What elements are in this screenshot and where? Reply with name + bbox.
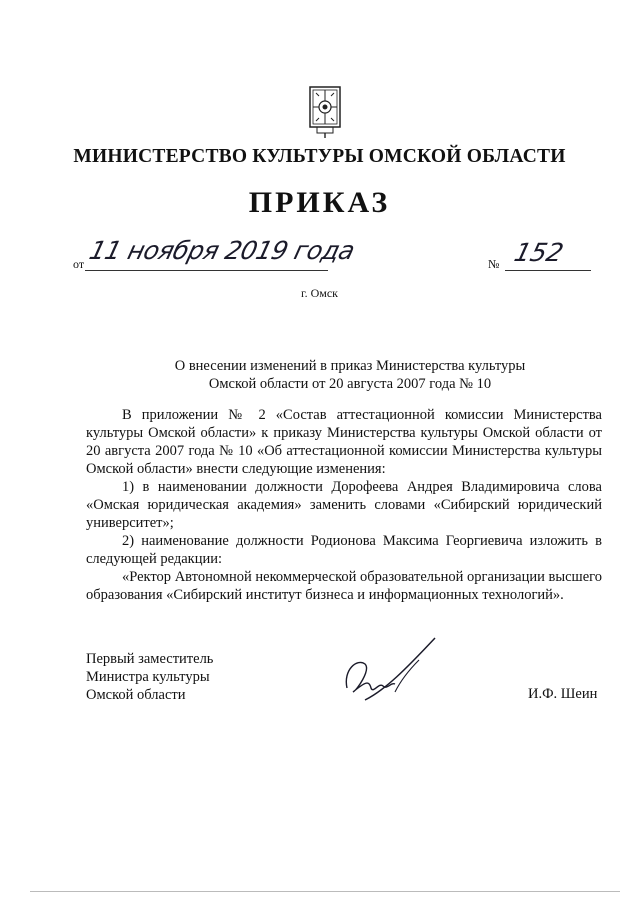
subject-line-2: Омской области от 20 августа 2007 года № 10 xyxy=(208,376,492,392)
order-subject xyxy=(140,357,560,393)
signer-position xyxy=(86,650,213,704)
number-label: № xyxy=(488,257,500,271)
signer-position-line-3: Омской области xyxy=(86,687,186,703)
body-paragraph-item-1: 1) в наименовании должности Дорофеева Андрея Владимировича слова «Омская юридическая академия» заменить словами «Сибирский юридический университет»; xyxy=(86,479,602,531)
order-body xyxy=(86,406,602,604)
body-paragraph-intro: В приложении № 2 «Состав аттестационной комиссии Министерства культуры Омской области» к приказу Министерства культуры Омской области от 20 августа 2007 года № 10 «Об аттестационной комиссии Министерства культуры Омской области» внести следующие изменения: xyxy=(86,407,602,477)
number-underline xyxy=(505,270,591,271)
date-prefix: от xyxy=(73,257,85,271)
coat-of-arms-emblem xyxy=(305,83,345,139)
handwritten-date: 11 ноября 2019 года xyxy=(86,236,358,265)
body-paragraph-item-2: 2) наименование должности Родионова Максима Георгиевича изложить в следующей редакции: xyxy=(86,533,602,567)
handwritten-signature xyxy=(335,630,445,710)
date-underline xyxy=(85,270,328,271)
city: г. Омск xyxy=(301,286,338,300)
handwritten-number: 152 xyxy=(511,238,567,267)
signer-position-line-1: Первый заместитель xyxy=(86,651,214,667)
signer-position-line-2: Министра культуры xyxy=(86,669,210,685)
signer-name: И.Ф. Шеин xyxy=(528,686,598,702)
ministry-title: МИНИСТЕРСТВО КУЛЬТУРЫ ОМСКОЙ ОБЛАСТИ xyxy=(73,146,566,167)
subject-line-1: О внесении изменений в приказ Министерства культуры xyxy=(174,358,526,374)
page-bottom-rule xyxy=(30,891,620,892)
document-type-title: ПРИКАЗ xyxy=(248,186,391,219)
body-paragraph-quote: «Ректор Автономной некоммерческой образовательной организации высшего образования «Сибирский институт бизнеса и информационных технологий». xyxy=(86,569,602,603)
